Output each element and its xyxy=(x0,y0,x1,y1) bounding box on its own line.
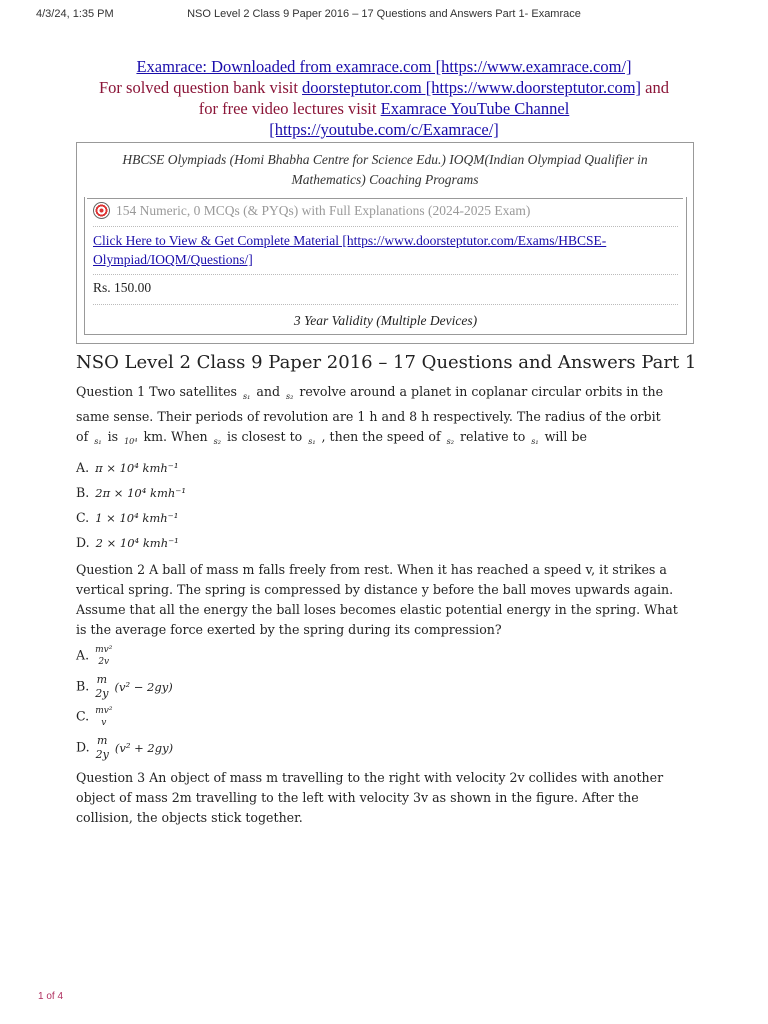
option-expr: 2 × 10⁴ kmh⁻¹ xyxy=(95,536,179,550)
q-text: Question 1 Two satellites xyxy=(76,384,238,399)
option-expr: π × 10⁴ kmh⁻¹ xyxy=(95,461,179,475)
option-label: B. xyxy=(76,485,90,500)
denominator: 2v xyxy=(98,657,110,667)
option xyxy=(76,734,692,764)
youtube-url-link[interactable]: [https://youtube.com/c/Examrace/] xyxy=(269,120,499,139)
q-text: is xyxy=(107,429,119,444)
promo-box xyxy=(76,142,694,344)
numerator: m xyxy=(97,734,108,747)
symbol: 10⁴ xyxy=(124,437,138,446)
promo-summary-row xyxy=(93,202,678,227)
q-text: km. When xyxy=(143,429,208,444)
promo-summary: 154 Numeric, 0 MCQs (& PYQs) with Full Explanations (2024-2025 Exam) xyxy=(116,202,531,218)
option-label: C. xyxy=(76,510,90,525)
q-text: revolve around a planet in coplanar circular orbits in the same sense. Their periods of revolution are 1 h and 8 h respectively. The radius of the orbit of xyxy=(76,384,664,444)
print-title: NSO Level 2 Class 9 Paper 2016 – 17 Questions and Answers Part 1- Examrace xyxy=(187,8,581,20)
option-label: B. xyxy=(76,678,90,694)
promo-validity: 3 Year Validity (Multiple Devices) xyxy=(293,313,478,328)
symbol: s₁ xyxy=(243,392,251,401)
option-label: C. xyxy=(76,708,90,724)
option-label: A. xyxy=(76,647,90,663)
q-text: , then the speed of xyxy=(321,429,441,444)
denominator: 2y xyxy=(95,748,109,761)
source-banner xyxy=(0,56,768,140)
promo-details xyxy=(84,197,687,335)
fraction xyxy=(95,644,112,668)
q-text: relative to xyxy=(459,429,526,444)
option-label: D. xyxy=(76,739,90,755)
symbol: s₁ xyxy=(94,437,102,446)
target-icon xyxy=(93,202,110,219)
youtube-channel-link[interactable]: Examrace YouTube Channel xyxy=(380,99,570,118)
option xyxy=(76,533,692,554)
question-3: Question 3 An object of mass m travelling to the right with velocity 2v collides with another object of mass 2m travelling to the left with velocity 3v as shown in the figure. After the collision, the objects stick together. xyxy=(76,770,664,825)
option xyxy=(76,705,692,732)
q-text: will be xyxy=(544,429,587,444)
symbol: s₂ xyxy=(213,437,221,446)
option-expr: (v² + 2gy) xyxy=(114,740,174,755)
fraction xyxy=(96,734,109,762)
option-label: D. xyxy=(76,535,90,550)
denominator: v xyxy=(101,718,107,728)
promo-price: Rs. 150.00 xyxy=(93,280,678,305)
banner-text: and xyxy=(641,78,669,97)
doorsteptutor-link[interactable]: doorsteptutor.com [https://www.doorsteptutor.com] xyxy=(302,78,642,97)
option-expr: 1 × 10⁴ kmh⁻¹ xyxy=(95,511,179,525)
option xyxy=(76,508,692,529)
symbol: s₂ xyxy=(286,392,294,401)
symbol: s₁ xyxy=(308,437,316,446)
option xyxy=(76,458,692,479)
option xyxy=(76,673,692,703)
program-title: HBCSE Olympiads (Homi Bhabha Centre for Science Edu.) IOQM(Indian Olympiad Qualifier in Mathematics) Coaching Programs xyxy=(87,150,683,199)
page-title: NSO Level 2 Class 9 Paper 2016 – 17 Questions and Answers Part 1 xyxy=(76,352,697,373)
q-text: is closest to xyxy=(226,429,303,444)
numerator: mv² xyxy=(95,645,113,655)
material-link[interactable]: Click Here to View & Get Complete Material [https://www.doorsteptutor.com/Exams/HBCSE-Olympiad/IOQM/Questions/] xyxy=(93,233,607,267)
option xyxy=(76,644,692,671)
option xyxy=(76,483,692,504)
question-1 xyxy=(76,382,692,452)
page-counter: 1 of 4 xyxy=(38,991,64,1002)
q-text: and xyxy=(256,384,281,399)
numerator: mv² xyxy=(95,706,113,716)
banner-text: for free video lectures visit xyxy=(198,99,381,118)
question-2: Question 2 A ball of mass m falls freely from rest. When it has reached a speed v, it strikes a vertical spring. The spring is compressed by distance y before the ball moves upwards again. Assume that all the energy the ball loses becomes elastic potential energy in the spring. What is the average force exerted by the spring during its compression? xyxy=(76,562,678,637)
symbol: s₁ xyxy=(531,437,539,446)
denominator: 2y xyxy=(95,687,109,700)
fraction xyxy=(95,705,112,729)
promo-link-row xyxy=(93,231,678,275)
symbol: s₂ xyxy=(446,437,454,446)
banner-text: For solved question bank visit xyxy=(99,78,303,97)
numerator: m xyxy=(96,673,108,686)
questions xyxy=(76,382,692,828)
fraction xyxy=(95,673,108,701)
examrace-link[interactable]: Examrace: Downloaded from examrace.com [https://www.examrace.com/] xyxy=(136,57,632,76)
print-date: 4/3/24, 1:35 PM xyxy=(36,8,114,20)
option-label: A. xyxy=(76,460,90,475)
option-expr: (v² − 2gy) xyxy=(114,679,173,694)
option-expr: 2π × 10⁴ kmh⁻¹ xyxy=(95,486,186,500)
